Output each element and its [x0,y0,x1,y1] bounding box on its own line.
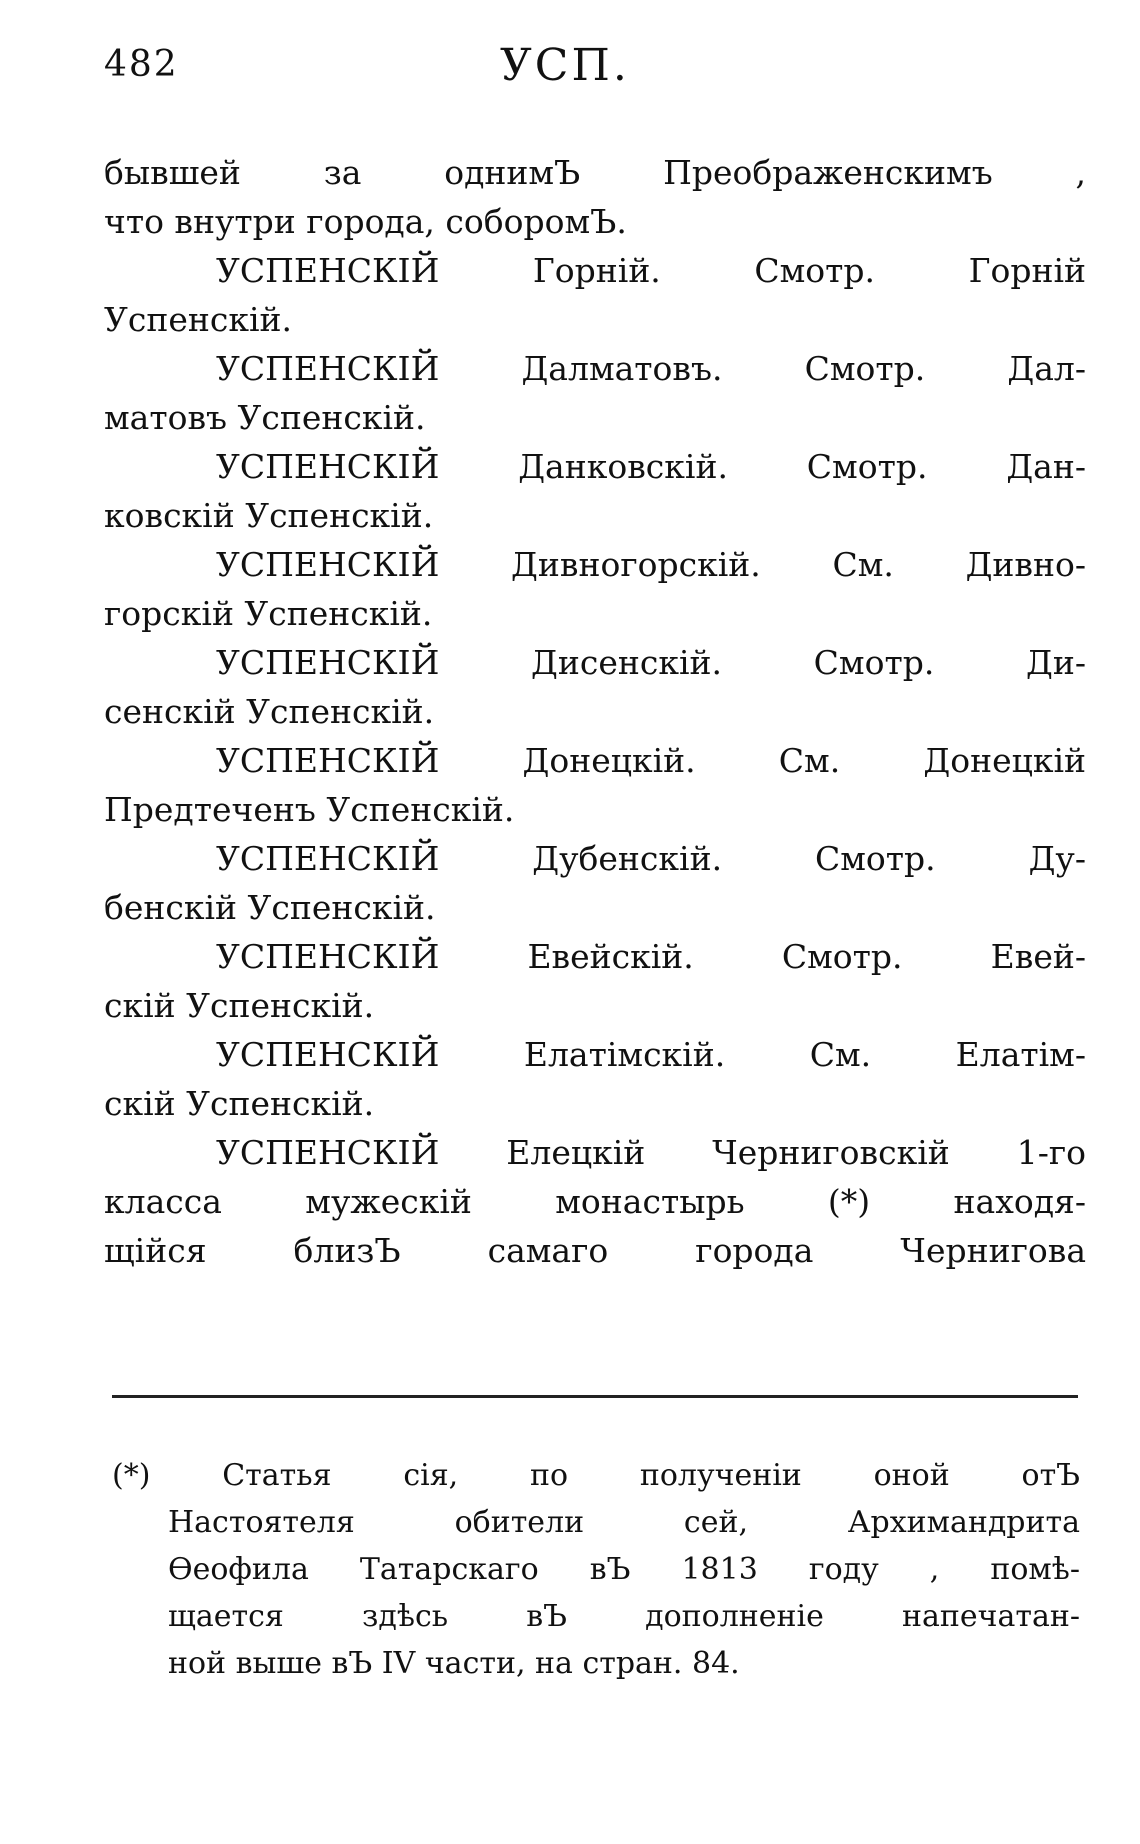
text-line: матовъ Успенскій. [104,398,426,437]
text-line: сенскій Успенскій. [104,692,435,731]
entry-heading-line: УСПЕНСКІЙ Евейскій. Смотр. Евей- [216,937,1086,976]
footnote-line: (*) Статья сія, по полученіи оной отЪ [112,1458,1080,1493]
text-line: Предтеченъ Успенскій. [104,790,515,829]
text-line: бенскій Успенскій. [104,888,436,927]
footnote [112,1452,1080,1687]
text-line: горскій Успенскій. [104,594,433,633]
footnote-rule [112,1395,1078,1398]
text-line: бывшей за однимЪ Преображенскимъ , [104,153,1086,192]
entry-heading-line: УСПЕНСКІЙ Далматовъ. Смотр. Дал- [216,349,1086,388]
page-number: 482 [104,44,179,85]
body-text [104,148,1086,1275]
entry-heading-line: УСПЕНСКІЙ Горній. Смотр. Горній [216,251,1086,290]
text-line: щійся близЪ самаго города Чернигова [104,1231,1086,1270]
footnote-line: Өеофила Татарскаго вЪ 1813 году , помѣ- [168,1552,1080,1587]
entry-heading-line: УСПЕНСКІЙ Дубенскій. Смотр. Ду- [216,839,1086,878]
text-line: Успенскій. [104,300,292,339]
text-line: класса мужескій монастырь (*) находя- [104,1182,1086,1221]
entry-heading-line: УСПЕНСКІЙ Донецкій. См. Донецкій [216,741,1086,780]
running-head-title: УСП. [500,40,630,91]
running-head [0,40,1140,100]
entry-heading-line: УСПЕНСКІЙ Дивногорскій. См. Дивно- [216,545,1086,584]
text-line: ковскій Успенскій. [104,496,434,535]
text-line: скій Успенскій. [104,1084,375,1123]
entry-heading-line: УСПЕНСКІЙ Дисенскій. Смотр. Ди- [216,643,1086,682]
footnote-line: Настоятеля обители сей, Архимандрита [168,1505,1080,1540]
entry-heading-line: УСПЕНСКІЙ Елатімскій. См. Елатім- [216,1035,1086,1074]
footnote-line: ной выше вЪ IV части, на стран. 84. [168,1646,740,1681]
text-line: что внутри города, соборомЪ. [104,202,627,241]
entry-heading-line: УСПЕНСКІЙ Елецкій Черниговскій 1-го [216,1133,1086,1172]
footnote-line: щается здѣсь вЪ дополненіе напечатан- [168,1599,1080,1634]
text-line: скій Успенскій. [104,986,375,1025]
entry-heading-line: УСПЕНСКІЙ Данковскій. Смотр. Дан- [216,447,1086,486]
